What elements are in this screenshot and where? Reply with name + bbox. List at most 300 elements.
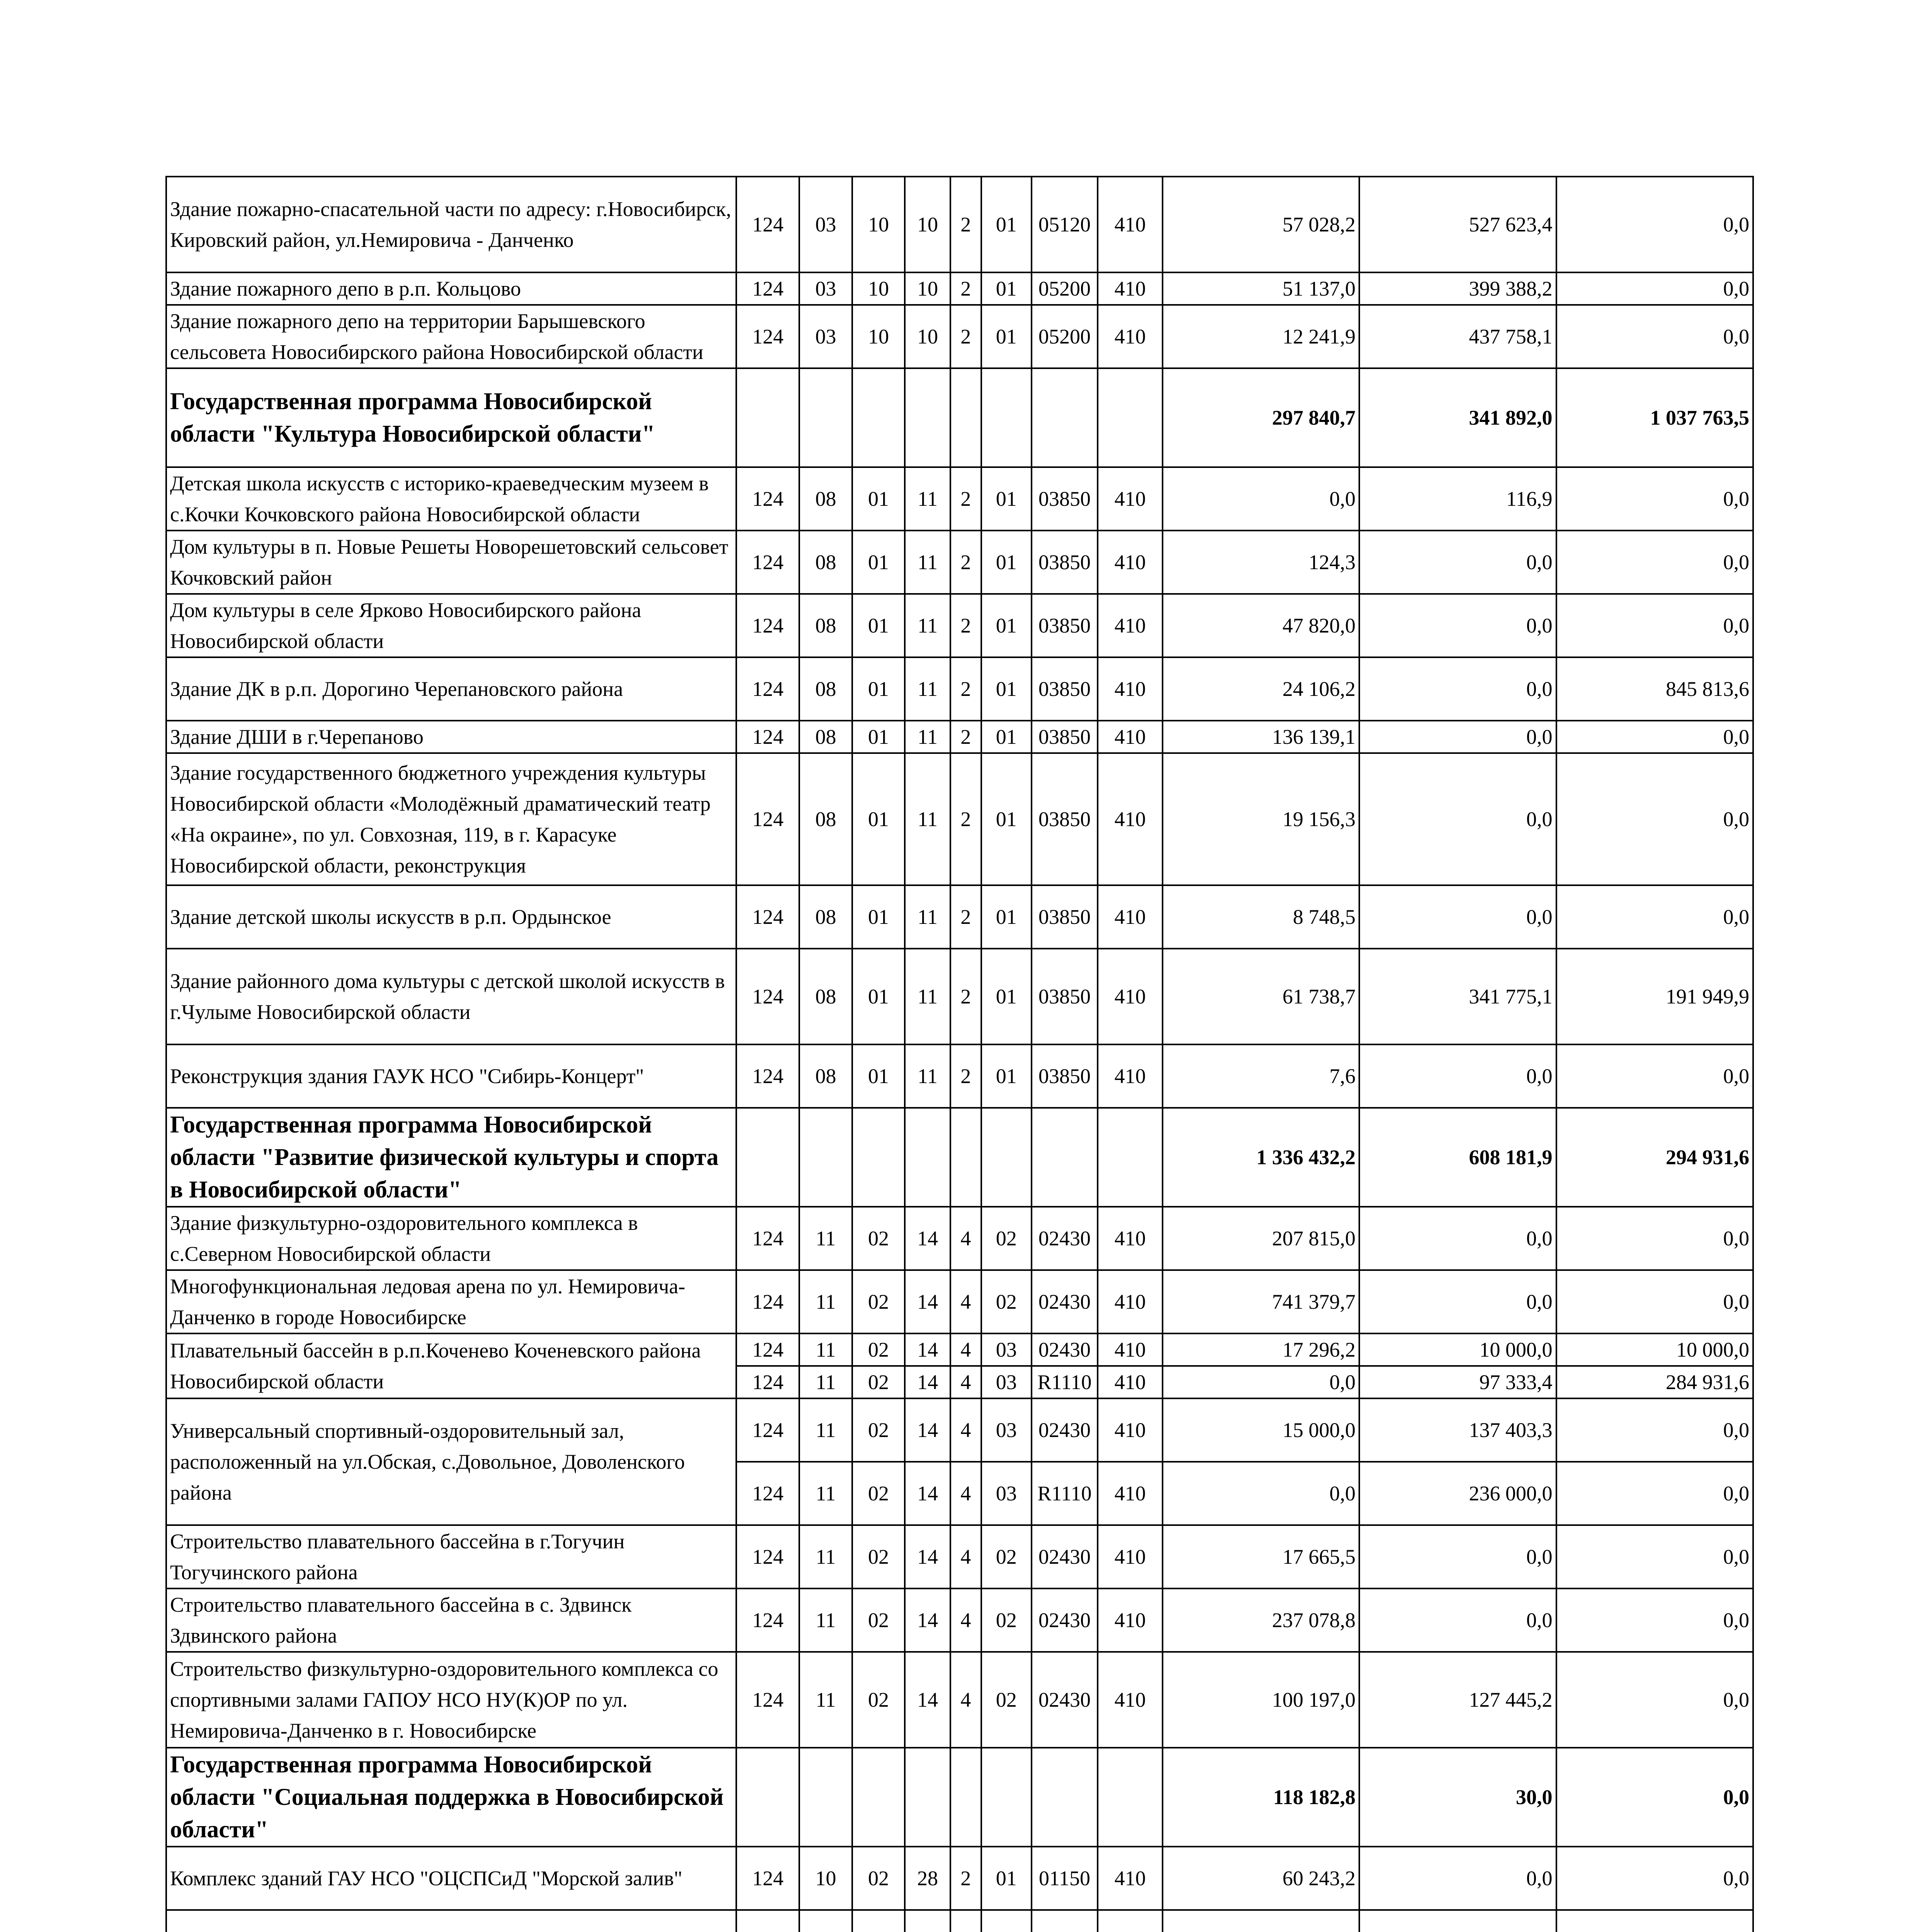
code-cell-5: 2	[950, 177, 981, 272]
code-cell-1	[736, 368, 799, 467]
code-cell-7: 02430	[1032, 1333, 1098, 1366]
code-cell-2: 03	[799, 177, 852, 272]
code-cell-6: 03	[981, 1398, 1032, 1462]
code-cell-6: 01	[981, 949, 1032, 1044]
code-cell-3: 01	[852, 949, 905, 1044]
code-cell-3: 01	[852, 467, 905, 531]
code-cell-8: 410	[1098, 1652, 1163, 1748]
code-cell-4: 14	[905, 1333, 950, 1366]
code-cell-8: 410	[1098, 467, 1163, 531]
code-cell-1: 124	[736, 1044, 799, 1108]
table-row	[166, 467, 1753, 531]
code-cell-8: 410	[1098, 531, 1163, 594]
code-cell-7: 02430	[1032, 1398, 1098, 1462]
code-cell-8: 410	[1098, 753, 1163, 885]
code-cell-2: 11	[799, 1270, 852, 1333]
code-cell-2	[799, 368, 852, 467]
amount-cell-1: 12 241,9	[1163, 305, 1359, 368]
code-cell-3: 10	[852, 177, 905, 272]
amount-cell-1: 124,3	[1163, 531, 1359, 594]
amount-cell-3: 294 931,6	[1556, 1108, 1753, 1207]
code-cell-5: 2	[950, 1847, 981, 1910]
code-cell-5: 2	[950, 721, 981, 753]
object-name-cell: Здание ДК в р.п. Дорогино Черепановского района	[166, 657, 736, 721]
object-name-cell: Детская школа искусств с историко-краеведческим музеем в с.Кочки Кочковского района Новосибирской области	[166, 467, 736, 531]
object-name-cell: Дом культуры в п. Новые Решеты Новорешетовский сельсовет Кочковский район	[166, 531, 736, 594]
code-cell-4: 28	[905, 1847, 950, 1910]
code-cell-2: 03	[799, 272, 852, 305]
amount-cell-2: 341 775,1	[1359, 949, 1556, 1044]
code-cell-7: 03850	[1032, 467, 1098, 531]
amount-cell-2: 399 388,2	[1359, 272, 1556, 305]
amount-cell-2: 97 333,4	[1359, 1366, 1556, 1398]
code-cell-2	[799, 1748, 852, 1847]
table-row	[166, 272, 1753, 305]
amount-cell-2: 0,0	[1359, 531, 1556, 594]
amount-cell-3: 284 931,6	[1556, 1366, 1753, 1398]
amount-cell-2: 0,0	[1359, 1207, 1556, 1270]
object-name-cell: Здание пожарного депо в р.п. Кольцово	[166, 272, 736, 305]
table-row	[166, 1270, 1753, 1333]
amount-cell-3: 0,0	[1556, 467, 1753, 531]
amount-cell-1: 24 106,2	[1163, 657, 1359, 721]
code-cell-1	[736, 1108, 799, 1207]
code-cell-6: 01	[981, 305, 1032, 368]
code-cell-3: 01	[852, 753, 905, 885]
code-cell-5: 4	[950, 1398, 981, 1462]
object-name-cell: Строительство физкультурно-оздоровительного комплекса со спортивными залами ГАПОУ НСО НУ(К)ОР по ул. Немировича-Данченко в г. Новосибирске	[166, 1652, 736, 1748]
code-cell-2: 11	[799, 1588, 852, 1652]
amount-cell-1: 0,0	[1163, 1366, 1359, 1398]
code-cell-3: 01	[852, 721, 905, 753]
budget-table	[165, 176, 1754, 1932]
amount-cell-2: 127 445,2	[1359, 1652, 1556, 1748]
code-cell-5	[950, 1108, 981, 1207]
code-cell-6: 02	[981, 1588, 1032, 1652]
code-cell-6: 01	[981, 721, 1032, 753]
code-cell-8: 410	[1098, 721, 1163, 753]
code-cell-1: 124	[736, 1652, 799, 1748]
table-row	[166, 1525, 1753, 1588]
table-row	[166, 1652, 1753, 1748]
code-cell-5	[950, 1910, 981, 1932]
code-cell-7: R1110	[1032, 1366, 1098, 1398]
code-cell-5: 4	[950, 1207, 981, 1270]
code-cell-6	[981, 1910, 1032, 1932]
amount-cell-1: 237 078,8	[1163, 1588, 1359, 1652]
code-cell-4: 14	[905, 1462, 950, 1525]
amount-cell-3: 0,0	[1556, 1588, 1753, 1652]
amount-cell-1: 297 840,7	[1163, 368, 1359, 467]
code-cell-4: 10	[905, 305, 950, 368]
code-cell-7: 03850	[1032, 949, 1098, 1044]
table-row	[166, 1398, 1753, 1462]
code-cell-7: 02430	[1032, 1270, 1098, 1333]
code-cell-4: 11	[905, 753, 950, 885]
amount-cell-1: 741 379,7	[1163, 1270, 1359, 1333]
code-cell-8: 410	[1098, 594, 1163, 657]
code-cell-1: 124	[736, 949, 799, 1044]
object-name-cell: Универсальный спортивный-оздоровительный зал, расположенный на ул.Обская, с.Довольное, Доволенского района	[166, 1398, 736, 1525]
code-cell-6: 01	[981, 657, 1032, 721]
code-cell-4: 11	[905, 1044, 950, 1108]
code-cell-1: 124	[736, 1588, 799, 1652]
code-cell-7: 02430	[1032, 1207, 1098, 1270]
code-cell-1: 124	[736, 885, 799, 949]
amount-cell-2: 0,0	[1359, 1588, 1556, 1652]
code-cell-5: 2	[950, 1044, 981, 1108]
code-cell-6: 01	[981, 594, 1032, 657]
table-body	[166, 177, 1753, 1932]
code-cell-5: 2	[950, 272, 981, 305]
code-cell-2: 08	[799, 467, 852, 531]
code-cell-8: 410	[1098, 1525, 1163, 1588]
amount-cell-3: 0,0	[1556, 177, 1753, 272]
amount-cell-1: 118 182,8	[1163, 1748, 1359, 1847]
code-cell-5: 2	[950, 531, 981, 594]
amount-cell-2: 137 403,3	[1359, 1398, 1556, 1462]
table-row	[166, 177, 1753, 272]
code-cell-6: 03	[981, 1333, 1032, 1366]
code-cell-4: 11	[905, 657, 950, 721]
amount-cell-3: 0,0	[1556, 1207, 1753, 1270]
amount-cell-3: 0,0	[1556, 753, 1753, 885]
code-cell-8: 410	[1098, 305, 1163, 368]
code-cell-3: 02	[852, 1652, 905, 1748]
code-cell-7: 05200	[1032, 305, 1098, 368]
object-name-cell: Здание пожарно-спасательной части по адресу: г.Новосибирск, Кировский район, ул.Немировича - Данченко	[166, 177, 736, 272]
code-cell-5: 4	[950, 1366, 981, 1398]
code-cell-3	[852, 1910, 905, 1932]
code-cell-4: 11	[905, 531, 950, 594]
amount-cell-3: 845 813,6	[1556, 657, 1753, 721]
code-cell-7: 02430	[1032, 1588, 1098, 1652]
code-cell-1: 124	[736, 1333, 799, 1366]
code-cell-4: 11	[905, 721, 950, 753]
code-cell-2: 08	[799, 657, 852, 721]
code-cell-4: 11	[905, 594, 950, 657]
code-cell-5: 2	[950, 305, 981, 368]
amount-cell-1: 19 156,3	[1163, 753, 1359, 885]
code-cell-1: 124	[736, 1847, 799, 1910]
code-cell-1: 124	[736, 531, 799, 594]
table-row	[166, 1910, 1753, 1932]
code-cell-3: 01	[852, 657, 905, 721]
code-cell-8: 410	[1098, 1044, 1163, 1108]
code-cell-6: 01	[981, 177, 1032, 272]
amount-cell-2: 30,0	[1359, 1748, 1556, 1847]
code-cell-7	[1032, 368, 1098, 467]
code-cell-5	[950, 368, 981, 467]
table-row	[166, 1207, 1753, 1270]
code-cell-8: 410	[1098, 1398, 1163, 1462]
program-name-cell: Государственная программа Новосибирской области "Развитие физической культуры и спорта в Новосибирской области"	[166, 1108, 736, 1207]
amount-cell-3: 0,0	[1556, 721, 1753, 753]
code-cell-7: 03850	[1032, 657, 1098, 721]
code-cell-3: 10	[852, 305, 905, 368]
code-cell-5: 2	[950, 885, 981, 949]
amount-cell-2: 341 892,0	[1359, 368, 1556, 467]
amount-cell-3: 0,0	[1556, 531, 1753, 594]
code-cell-2: 11	[799, 1462, 852, 1525]
code-cell-5: 4	[950, 1588, 981, 1652]
code-cell-7: 03850	[1032, 1044, 1098, 1108]
object-name-cell: Строительство плавательного бассейна в г.Тогучин Тогучинского района	[166, 1525, 736, 1588]
code-cell-1: 124	[736, 657, 799, 721]
code-cell-8	[1098, 1910, 1163, 1932]
code-cell-1	[736, 1910, 799, 1932]
code-cell-2: 08	[799, 531, 852, 594]
code-cell-5: 4	[950, 1270, 981, 1333]
code-cell-3: 10	[852, 272, 905, 305]
code-cell-5: 4	[950, 1525, 981, 1588]
amount-cell-2	[1359, 1910, 1556, 1932]
code-cell-7	[1032, 1748, 1098, 1847]
code-cell-4: 14	[905, 1588, 950, 1652]
code-cell-1: 124	[736, 1270, 799, 1333]
code-cell-4: 14	[905, 1270, 950, 1333]
table-row	[166, 531, 1753, 594]
code-cell-4	[905, 1108, 950, 1207]
code-cell-2: 03	[799, 305, 852, 368]
amount-cell-3: 0,0	[1556, 1270, 1753, 1333]
code-cell-7: 02430	[1032, 1525, 1098, 1588]
code-cell-6: 02	[981, 1207, 1032, 1270]
amount-cell-1: 0,0	[1163, 1462, 1359, 1525]
code-cell-2: 11	[799, 1366, 852, 1398]
code-cell-4: 10	[905, 272, 950, 305]
code-cell-8: 410	[1098, 272, 1163, 305]
table-row	[166, 594, 1753, 657]
amount-cell-2: 0,0	[1359, 1847, 1556, 1910]
code-cell-1: 124	[736, 721, 799, 753]
object-name-cell: Здание пожарного депо на территории Барышевского сельсовета Новосибирского района Новосибирской области	[166, 305, 736, 368]
code-cell-4	[905, 368, 950, 467]
code-cell-2	[799, 1108, 852, 1207]
code-cell-3: 02	[852, 1333, 905, 1366]
code-cell-2: 08	[799, 721, 852, 753]
code-cell-4: 14	[905, 1207, 950, 1270]
amount-cell-3: 191 949,9	[1556, 949, 1753, 1044]
code-cell-5: 2	[950, 753, 981, 885]
amount-cell-3: 0,0	[1556, 1652, 1753, 1748]
code-cell-7: 03850	[1032, 594, 1098, 657]
amount-cell-3: 10 000,0	[1556, 1333, 1753, 1366]
code-cell-3	[852, 1108, 905, 1207]
amount-cell-1: 15 000,0	[1163, 1398, 1359, 1462]
table-row	[166, 885, 1753, 949]
amount-cell-3: 0,0	[1556, 1748, 1753, 1847]
amount-cell-2: 0,0	[1359, 1270, 1556, 1333]
code-cell-6: 02	[981, 1525, 1032, 1588]
amount-cell-2: 437 758,1	[1359, 305, 1556, 368]
code-cell-8: 410	[1098, 1847, 1163, 1910]
object-name-cell: Дом культуры в селе Ярково Новосибирского района Новосибирской области	[166, 594, 736, 657]
table-row	[166, 1847, 1753, 1910]
table-row	[166, 1588, 1753, 1652]
code-cell-6: 01	[981, 1847, 1032, 1910]
amount-cell-1: 100 197,0	[1163, 1652, 1359, 1748]
code-cell-2: 11	[799, 1207, 852, 1270]
amount-cell-2: 0,0	[1359, 885, 1556, 949]
amount-cell-3: 1 037 763,5	[1556, 368, 1753, 467]
table-row	[166, 1333, 1753, 1366]
code-cell-8: 410	[1098, 949, 1163, 1044]
object-name-cell: Здание детской школы искусств в р.п. Ордынское	[166, 885, 736, 949]
code-cell-4: 14	[905, 1366, 950, 1398]
code-cell-2: 11	[799, 1398, 852, 1462]
code-cell-6: 01	[981, 272, 1032, 305]
code-cell-3: 01	[852, 885, 905, 949]
code-cell-8: 410	[1098, 1207, 1163, 1270]
amount-cell-3: 0,0	[1556, 1525, 1753, 1588]
amount-cell-1: 57 028,2	[1163, 177, 1359, 272]
code-cell-7: 03850	[1032, 721, 1098, 753]
amount-cell-2: 10 000,0	[1359, 1333, 1556, 1366]
amount-cell-1: 207 815,0	[1163, 1207, 1359, 1270]
code-cell-3: 02	[852, 1366, 905, 1398]
table-row	[166, 721, 1753, 753]
code-cell-2: 08	[799, 1044, 852, 1108]
object-name-cell: Здание районного дома культуры с детской школой искусств в г.Чулыме Новосибирской области	[166, 949, 736, 1044]
amount-cell-2: 0,0	[1359, 721, 1556, 753]
object-name-cell: Здание государственного бюджетного учреждения культуры Новосибирской области «Молодёжный драматический театр «На окраине», по ул. Совхозная, 119, в г. Карасуке Новосибирской области, реконструкция	[166, 753, 736, 885]
table-row	[166, 753, 1753, 885]
object-name-cell: Здание физкультурно-оздоровительного комплекса в с.Северном Новосибирской области	[166, 1207, 736, 1270]
code-cell-3: 02	[852, 1462, 905, 1525]
amount-cell-2: 527 623,4	[1359, 177, 1556, 272]
amount-cell-1: 47 820,0	[1163, 594, 1359, 657]
object-name-cell: Реконструкция здания ГАУК НСО "Сибирь-Концерт"	[166, 1044, 736, 1108]
code-cell-6	[981, 1748, 1032, 1847]
object-name-cell: Плавательный бассейн в р.п.Коченево Коченевского района Новосибирской области	[166, 1333, 736, 1398]
object-name-cell: Комплекс зданий ГАУ НСО "ОЦСПСиД "Морской залив"	[166, 1847, 736, 1910]
code-cell-1: 124	[736, 272, 799, 305]
code-cell-4: 14	[905, 1398, 950, 1462]
code-cell-2: 08	[799, 753, 852, 885]
amount-cell-1: 136 139,1	[1163, 721, 1359, 753]
code-cell-4: 11	[905, 467, 950, 531]
code-cell-6: 01	[981, 753, 1032, 885]
code-cell-8: 410	[1098, 657, 1163, 721]
code-cell-1: 124	[736, 753, 799, 885]
code-cell-6: 01	[981, 531, 1032, 594]
code-cell-6: 02	[981, 1270, 1032, 1333]
amount-cell-2: 236 000,0	[1359, 1462, 1556, 1525]
code-cell-4: 14	[905, 1525, 950, 1588]
code-cell-3: 02	[852, 1847, 905, 1910]
code-cell-7: 01150	[1032, 1847, 1098, 1910]
amount-cell-3: 0,0	[1556, 305, 1753, 368]
code-cell-2: 08	[799, 885, 852, 949]
code-cell-3	[852, 1748, 905, 1847]
code-cell-2: 08	[799, 949, 852, 1044]
code-cell-3: 02	[852, 1525, 905, 1588]
code-cell-3: 01	[852, 594, 905, 657]
code-cell-7: 05120	[1032, 177, 1098, 272]
program-name-cell: Государственная программа Новосибирской области "Культура Новосибирской области"	[166, 368, 736, 467]
table-row	[166, 949, 1753, 1044]
amount-cell-3: 0,0	[1556, 594, 1753, 657]
code-cell-8: 410	[1098, 1333, 1163, 1366]
amount-cell-3: 0,0	[1556, 1398, 1753, 1462]
code-cell-1: 124	[736, 305, 799, 368]
amount-cell-2: 0,0	[1359, 753, 1556, 885]
table-row	[166, 1044, 1753, 1108]
object-name-cell: Здание ДШИ в г.Черепаново	[166, 721, 736, 753]
amount-cell-1: 17 665,5	[1163, 1525, 1359, 1588]
code-cell-1: 124	[736, 1366, 799, 1398]
code-cell-8	[1098, 368, 1163, 467]
amount-cell-1: 61 738,7	[1163, 949, 1359, 1044]
code-cell-1: 124	[736, 1207, 799, 1270]
code-cell-6: 03	[981, 1462, 1032, 1525]
code-cell-6: 03	[981, 1366, 1032, 1398]
amount-cell-2: 0,0	[1359, 1044, 1556, 1108]
code-cell-7: 03850	[1032, 885, 1098, 949]
code-cell-7	[1032, 1910, 1098, 1932]
code-cell-4: 11	[905, 885, 950, 949]
code-cell-1: 124	[736, 1462, 799, 1525]
code-cell-5: 4	[950, 1462, 981, 1525]
code-cell-4: 14	[905, 1652, 950, 1748]
code-cell-8: 410	[1098, 885, 1163, 949]
object-name-cell: Строительство плавательного бассейна в с. Здвинск Здвинского района	[166, 1588, 736, 1652]
code-cell-1: 124	[736, 594, 799, 657]
amount-cell-2: 0,0	[1359, 657, 1556, 721]
program-name-cell: Государственная программа Новосибирской области "Социальная поддержка в Новосибирской области"	[166, 1748, 736, 1847]
amount-cell-1: 60 243,2	[1163, 1847, 1359, 1910]
amount-cell-2: 608 181,9	[1359, 1108, 1556, 1207]
code-cell-2: 10	[799, 1847, 852, 1910]
code-cell-2	[799, 1910, 852, 1932]
budget-table-page	[165, 176, 1754, 1932]
amount-cell-1: 51 137,0	[1163, 272, 1359, 305]
code-cell-8	[1098, 1748, 1163, 1847]
code-cell-3	[852, 368, 905, 467]
code-cell-1: 124	[736, 1398, 799, 1462]
code-cell-4	[905, 1748, 950, 1847]
code-cell-5: 2	[950, 467, 981, 531]
amount-cell-1: 7,6	[1163, 1044, 1359, 1108]
code-cell-3: 02	[852, 1270, 905, 1333]
amount-cell-1: 17 296,2	[1163, 1333, 1359, 1366]
code-cell-5: 4	[950, 1652, 981, 1748]
code-cell-6: 02	[981, 1652, 1032, 1748]
code-cell-3: 02	[852, 1588, 905, 1652]
amount-cell-1: 1 336 432,2	[1163, 1108, 1359, 1207]
code-cell-8: 410	[1098, 1462, 1163, 1525]
amount-cell-3: 0,0	[1556, 1462, 1753, 1525]
code-cell-4: 11	[905, 949, 950, 1044]
code-cell-7: 03850	[1032, 753, 1098, 885]
code-cell-1: 124	[736, 177, 799, 272]
program-row	[166, 368, 1753, 467]
code-cell-1: 124	[736, 1525, 799, 1588]
program-row	[166, 1108, 1753, 1207]
code-cell-5: 2	[950, 657, 981, 721]
code-cell-8: 410	[1098, 1270, 1163, 1333]
code-cell-2: 11	[799, 1333, 852, 1366]
code-cell-8	[1098, 1108, 1163, 1207]
object-name-cell	[166, 1910, 736, 1932]
code-cell-7: 03850	[1032, 531, 1098, 594]
code-cell-1	[736, 1748, 799, 1847]
code-cell-2: 11	[799, 1652, 852, 1748]
code-cell-2: 08	[799, 594, 852, 657]
amount-cell-2: 116,9	[1359, 467, 1556, 531]
code-cell-6: 01	[981, 1044, 1032, 1108]
